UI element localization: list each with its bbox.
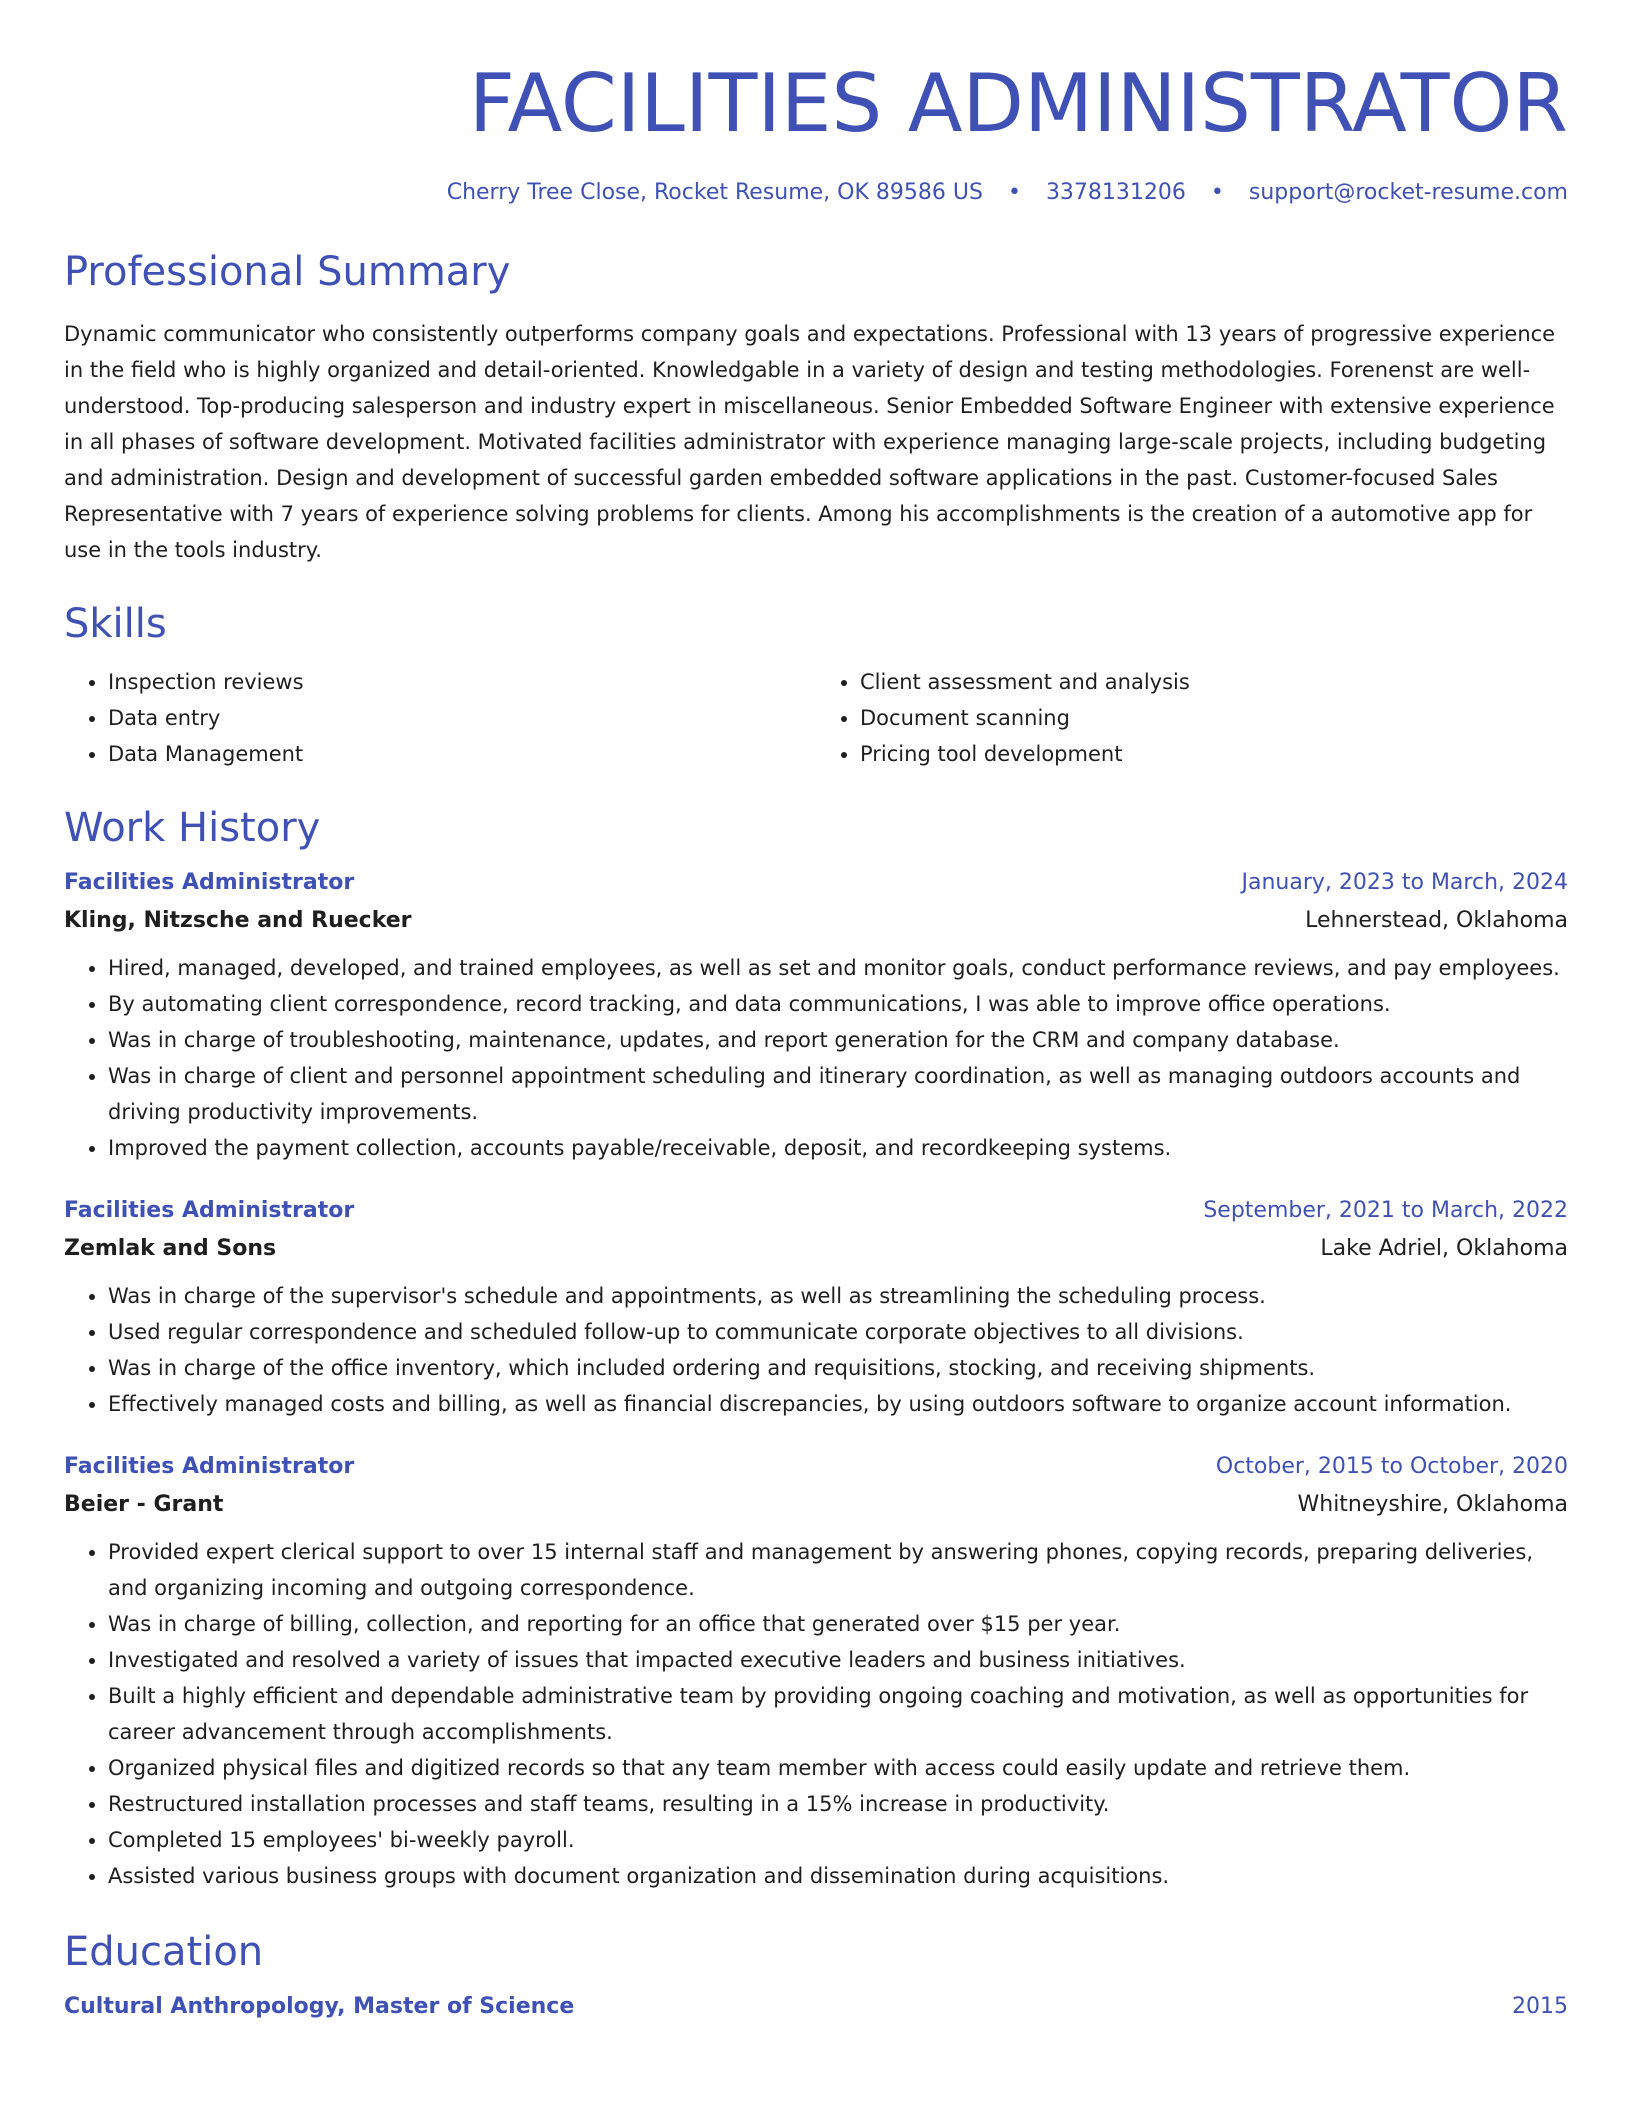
job-location: Whitneyshire, Oklahoma [1297,1492,1568,1517]
job-location: Lehnerstead, Oklahoma [1305,908,1568,933]
job-dates: September, 2021 to March, 2022 [1203,1198,1568,1223]
job-bullets [64,1534,1568,1894]
job-entry [64,864,1568,1166]
bullet-item: • By automating client correspondence, record tracking, and data communications, I was able to improve office operations. [108,986,1568,1022]
education-heading: Education [64,1929,264,1975]
skill-item: • Inspection reviews [108,664,816,700]
job-company-row [64,1230,1568,1268]
phone: 3378131206 [1045,180,1186,205]
separator-dot: • [1210,180,1224,205]
bullet-item: • Was in charge of troubleshooting, maintenance, updates, and report generation for the CRM and company database. [108,1022,1568,1058]
skill-item: • Data Management [108,736,816,772]
bullet-item: • Was in charge of billing, collection, and reporting for an office that generated over $15 per year. [108,1606,1568,1642]
degree: Cultural Anthropology, Master of Science [64,1994,575,2019]
work-history-heading: Work History [64,805,321,851]
skill-item: • Data entry [108,700,816,736]
bullet-item: • Was in charge of the supervisor's schedule and appointments, as well as streamlining the scheduling process. [108,1278,1568,1314]
skills-heading: Skills [64,601,167,647]
bullet-item: • Completed 15 employees' bi-weekly payroll. [108,1822,1568,1858]
bullet-item: • Was in charge of client and personnel appointment scheduling and itinerary coordination, as well as managing outdoors accounts and driving productivity improvements. [108,1058,1568,1130]
skills-column-right [816,664,1568,772]
job-title: Facilities Administrator [64,870,355,895]
address: Cherry Tree Close, Rocket Resume, OK 89586 US [446,180,983,205]
bullet-item: • Was in charge of the office inventory, which included ordering and requisitions, stocking, and receiving shipments. [108,1350,1568,1386]
bullet-item: • Organized physical files and digitized records so that any team member with access could easily update and retrieve them. [108,1750,1568,1786]
candidate-name: FACILITIES ADMINISTRATOR [468,57,1568,150]
skill-item: • Client assessment and analysis [860,664,1568,700]
job-dates: October, 2015 to October, 2020 [1215,1454,1568,1479]
skills-column-left [64,664,816,772]
education-entry [64,1988,1568,2026]
bullet-item: • Assisted various business groups with document organization and dissemination during acquisitions. [108,1858,1568,1894]
job-entry [64,1192,1568,1422]
company-name: Kling, Nitzsche and Ruecker [64,908,412,933]
job-entry [64,1448,1568,1894]
job-location: Lake Adriel, Oklahoma [1320,1236,1568,1261]
job-bullets [64,950,1568,1166]
company-name: Zemlak and Sons [64,1236,277,1261]
job-company-row [64,902,1568,940]
job-header [64,1448,1568,1486]
job-header [64,864,1568,902]
bullet-item: • Improved the payment collection, accounts payable/receivable, deposit, and recordkeeping systems. [108,1130,1568,1166]
graduation-year: 2015 [1512,1994,1568,2019]
bullet-item: • Investigated and resolved a variety of issues that impacted executive leaders and business initiatives. [108,1642,1568,1678]
skill-item: • Pricing tool development [860,736,1568,772]
summary-text: Dynamic communicator who consistently outperforms company goals and expectations. Professional with 13 years of progressive experience in the field who is highly organized and detail-oriented. Knowledgable in a variety of design and testing methodologies. Forenenst are well-understood. Top-producing salesperson and industry expert in miscellaneous. Senior Embedded Software Engineer with extensive experience in all phases of software development. Motivated facilities administrator with experience managing large-scale projects, including budgeting and administration. Design and development of successful garden embedded software applications in the past. Customer-focused Sales Representative with 7 years of experience solving problems for clients. Among his accomplishments is the creation of a automotive app for use in the tools industry. [64,322,1556,562]
job-company-row [64,1486,1568,1524]
job-dates: January, 2023 to March, 2024 [1241,870,1568,895]
contact-line [64,178,1568,208]
email: support@rocket-resume.com [1248,180,1568,205]
bullet-item: • Used regular correspondence and scheduled follow-up to communicate corporate objectives to all divisions. [108,1314,1568,1350]
skills-list [64,664,1568,772]
bullet-item: • Restructured installation processes and staff teams, resulting in a 15% increase in productivity. [108,1786,1568,1822]
job-bullets [64,1278,1568,1422]
skill-item: • Document scanning [860,700,1568,736]
bullet-item: • Provided expert clerical support to over 15 internal staff and management by answering phones, copying records, preparing deliveries, and organizing incoming and outgoing correspondence. [108,1534,1568,1606]
separator-dot: • [1007,180,1021,205]
job-title: Facilities Administrator [64,1454,355,1479]
bullet-item: • Hired, managed, developed, and trained employees, as well as set and monitor goals, conduct performance reviews, and pay employees. [108,950,1568,986]
summary-heading: Professional Summary [64,249,511,295]
bullet-item: • Built a highly efficient and dependable administrative team by providing ongoing coaching and motivation, as well as opportunities for career advancement through accomplishments. [108,1678,1568,1750]
job-title: Facilities Administrator [64,1198,355,1223]
bullet-item: • Effectively managed costs and billing, as well as financial discrepancies, by using outdoors software to organize account information. [108,1386,1568,1422]
job-header [64,1192,1568,1230]
company-name: Beier - Grant [64,1492,224,1517]
